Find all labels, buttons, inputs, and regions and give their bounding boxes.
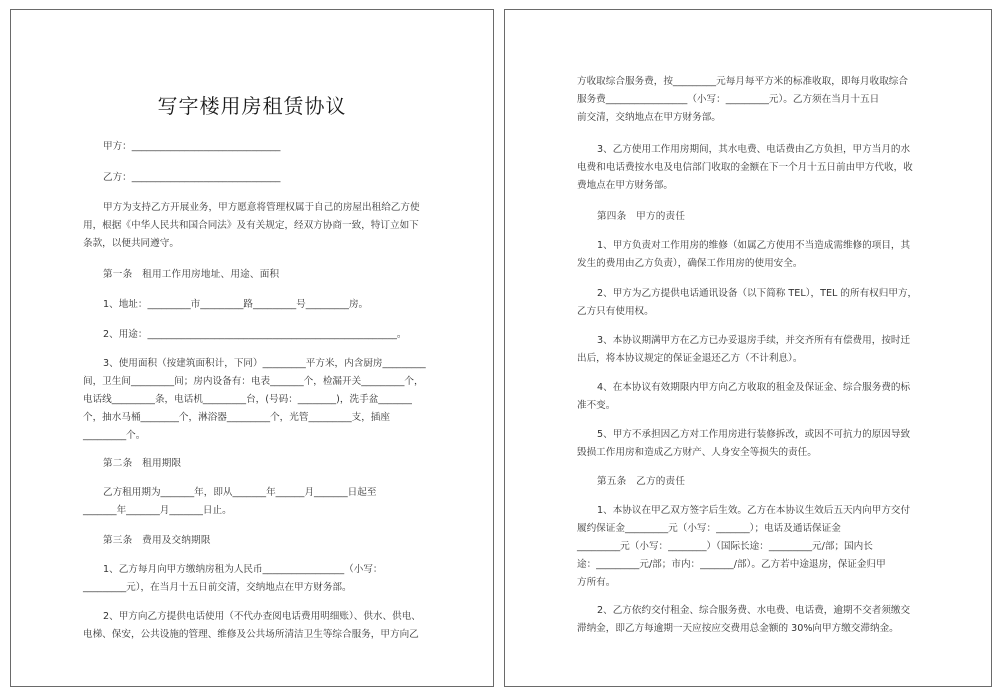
article-1-address: 1、地址：_________市_________路_________号_________房。 (103, 299, 369, 310)
text-line: 滞纳金，即乙方每逾期一天应按应交费用总金额的 30%向甲方缴交滞纳金。 (577, 623, 899, 634)
text-line: 4、在本协议有效期限内甲方向乙方收取的租金及保证金、综合服务费的标 (597, 382, 911, 393)
text-line: 乙方租用期为_______年，即从_______年______月_______日起至 (103, 487, 377, 498)
text-line: 3、使用面积（按建筑面积计，下同）_________平方米，内含厨房_________ (103, 358, 426, 369)
text-line: 方所有。 (577, 577, 616, 588)
document-page-left (10, 9, 494, 687)
party-a-line: 甲方：_______________________________ (103, 141, 281, 152)
text-line: 间，卫生间_________间；房内设备有：电表_______个，检漏开关_________个， (83, 376, 424, 387)
text-line: 发生的费用由乙方负责），确保工作用房的使用安全。 (577, 258, 803, 269)
party-b-line: 乙方：_______________________________ (103, 172, 281, 183)
text-line: 方收取综合服务费，按_________元每月每平方米的标准收取，即每月收取综合 (577, 76, 908, 87)
text-line: 途：_________元/部；市内：_______/部）。乙方若中途退房，保证金归甲 (577, 559, 886, 570)
text-line: 前交清，交纳地点在甲方财务部。 (577, 112, 721, 123)
text-line: 电梯、保安，公共设施的管理、维修及公共场所清洁卫生等综合服务，甲方向乙 (83, 629, 419, 640)
text-line: 2、甲方为乙方提供电话通讯设备（以下简称 TEL），TEL 的所有权归甲方， (597, 288, 918, 299)
text-line: 1、本协议在甲乙双方签字后生效。乙方在本协议生效后五天内向甲方交付 (597, 505, 911, 516)
text-line: _________个。 (83, 430, 146, 441)
text-line: _________元），在当月十五日前交清，交纳地点在甲方财务部。 (83, 582, 352, 593)
text-line: 个，抽水马桶________个，淋浴器_________个，光管_________支，插座 (83, 412, 390, 423)
article-1-usage: 2、用途：____________________________________________________。 (103, 329, 407, 340)
text-line: _______年_______月_______日止。 (83, 505, 232, 516)
document-page-right (504, 9, 992, 687)
text-line: 费地点在甲方财务部。 (577, 180, 673, 191)
text-line: 出后，将本协议规定的保证金退还乙方（不计利息）。 (577, 353, 803, 364)
text-line: 甲方为支持乙方开展业务，甲方愿意将管理权属于自己的房屋出租给乙方使 (103, 202, 420, 213)
text-line: 用，根据《中华人民共和国合同法》及有关规定，经双方协商一致，特订立如下 (83, 220, 419, 231)
text-line: 5、甲方不承担因乙方对工作用房进行装修拆改，或因不可抗力的原因导致 (597, 429, 911, 440)
text-line: 毁损工作用房和造成乙方财产、人身安全等损失的责任。 (577, 447, 817, 458)
text-line: 3、本协议期满甲方在乙方已办妥退房手续，并交齐所有有偿费用，按时迁 (597, 335, 911, 346)
text-line: 2、乙方依约交付租金、综合服务费、水电费、电话费，逾期不交者须缴交 (597, 605, 911, 616)
article-1-heading: 第一条 租用工作用房地址、用途、面积 (103, 269, 280, 280)
text-line: 2、甲方向乙方提供电话使用（不代办查阅电话费用明细账）、供水、供电、 (103, 611, 421, 622)
article-5-heading: 第五条 乙方的责任 (597, 476, 686, 487)
text-line: 条款，以便共同遵守。 (83, 238, 179, 249)
article-3-heading: 第三条 费用及交纳期限 (103, 535, 211, 546)
text-line: 履约保证金_________元（小写：_______）；电话及通话保证金 (577, 523, 841, 534)
text-line: _________元（小写：________）（国际长途：_________元/部；国内长 (577, 541, 873, 552)
text-line: 3、乙方使用工作用房期间，其水电费、电话费由乙方负担，甲方当月的水 (597, 144, 911, 155)
text-line: 1、乙方每月向甲方缴纳房租为人民币_________________（小写： (103, 564, 383, 575)
text-line: 准不变。 (577, 400, 616, 411)
text-line: 1、甲方负责对工作用房的维修（如属乙方使用不当造成需维修的项目，其 (597, 240, 911, 251)
article-4-heading: 第四条 甲方的责任 (597, 211, 686, 222)
text-line: 乙方只有使用权。 (577, 306, 654, 317)
text-line: 服务费_________________（小写：_________元）。乙方须在当月十五日 (577, 94, 880, 105)
text-line: 电话线_________条，电话机_________台，(号码：________)，洗手盆_______ (83, 394, 412, 405)
document-title: 写字楼用房租赁协议 (157, 94, 347, 118)
article-2-heading: 第二条 租用期限 (103, 458, 182, 469)
text-line: 电费和电话费按水电及电信部门收取的金额在下一个月十五日前由甲方代收，收 (577, 162, 913, 173)
